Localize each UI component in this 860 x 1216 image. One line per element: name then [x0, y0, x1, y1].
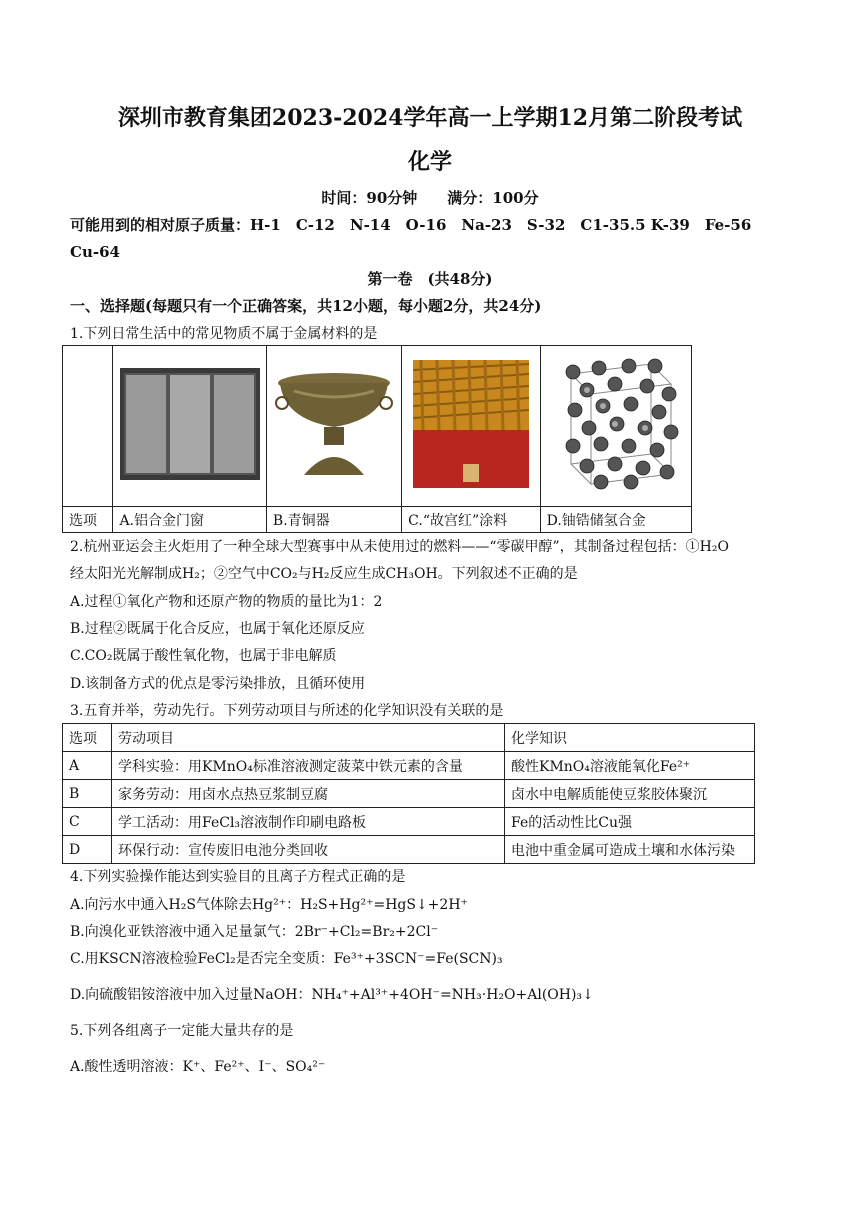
table-row [63, 752, 755, 780]
q1-row-label: 选项 [63, 507, 113, 533]
q1-image-row [63, 346, 692, 507]
q4-option-b: B.向溴化亚铁溶液中通入足量氯气：2Br⁻+Cl₂=Br₂+2Cl⁻ [70, 924, 439, 940]
atomic-masses-line1: 可能用到的相对原子质量：H-1 C-12 N-14 O-16 Na-23 S-32 C1-35.5 K-39 Fe-56 [70, 216, 752, 234]
q3-cell-a-project: 学科实验：用KMnO₄标准溶液测定菠菜中铁元素的含量 [112, 752, 505, 780]
q3-cell-c-label: C [63, 808, 112, 836]
q3-cell-d-knowledge: 电池中重金属可造成土壤和水体污染 [505, 836, 755, 864]
part1-heading: 一、选择题(每题只有一个正确答案，共12小题，每小题2分，共24分) [70, 297, 542, 315]
q3-cell-b-project: 家务劳动：用卤水点热豆浆制豆腐 [112, 780, 505, 808]
q1-table [62, 345, 692, 533]
q1-image-a [113, 346, 266, 507]
q2-option-a: A.过程①氧化产物和还原产物的物质的量比为1：2 [70, 594, 383, 610]
q3-header-knowledge: 化学知识 [505, 724, 755, 752]
q1-empty-cell [63, 346, 113, 507]
q3-header-row [63, 724, 755, 752]
q1-option-a: A.铝合金门窗 [113, 507, 266, 533]
q3-cell-b-label: B [63, 780, 112, 808]
alloy-lattice-image [551, 354, 681, 494]
window-image [120, 368, 260, 480]
q2-option-b: B.过程②既属于化合反应，也属于氧化还原反应 [70, 621, 365, 637]
bronze-vessel-image [274, 369, 394, 479]
subject-title: 化学 [407, 149, 452, 175]
q1-option-b: B.青铜器 [266, 507, 401, 533]
table-row [63, 808, 755, 836]
palace-red-image [413, 360, 529, 488]
q2-option-d: D.该制备方式的优点是零污染排放，且循环使用 [70, 676, 366, 692]
table-row [63, 836, 755, 864]
q2-stem-line2: 经太阳光光解制成H₂；②空气中CO₂与H₂反应生成CH₃OH。下列叙述不正确的是 [70, 566, 578, 582]
time-info: 时间：90分钟 满分：100分 [321, 189, 539, 207]
q1-option-c: C.“故宫红”涂料 [402, 507, 540, 533]
table-row [63, 780, 755, 808]
q2-option-c: C.CO₂既属于酸性氧化物，也属于非电解质 [70, 648, 337, 664]
q1-image-c [402, 346, 540, 507]
q5-option-a: A.酸性透明溶液：K⁺、Fe²⁺、I⁻、SO₄²⁻ [70, 1059, 326, 1075]
q1-option-d: D.铀锆储氢合金 [540, 507, 691, 533]
q3-cell-b-knowledge: 卤水中电解质能使豆浆胶体聚沉 [505, 780, 755, 808]
q5-stem: 5.下列各组离子一定能大量共存的是 [70, 1023, 294, 1039]
q3-cell-a-knowledge: 酸性KMnO₄溶液能氧化Fe²⁺ [505, 752, 755, 780]
q1-image-b [266, 346, 401, 507]
q4-stem: 4.下列实验操作能达到实验目的且离子方程式正确的是 [70, 869, 406, 885]
q2-stem-line1: 2.杭州亚运会主火炬用了一种全球大型赛事中从未使用过的燃料——“零碳甲醇”，其制备过程包括：①H₂O [70, 539, 729, 555]
q4-option-c: C.用KSCN溶液检验FeCl₂是否完全变质：Fe³⁺+3SCN⁻=Fe(SCN)₃ [70, 951, 503, 967]
atomic-masses-line2: Cu-64 [70, 243, 120, 261]
q1-image-d [540, 346, 691, 507]
q1-stem: 1.下列日常生活中的常见物质不属于金属材料的是 [70, 326, 378, 342]
q3-stem: 3.五育并举，劳动先行。下列劳动项目与所述的化学知识没有关联的是 [70, 703, 504, 719]
q3-header-project: 劳动项目 [112, 724, 505, 752]
q4-option-d: D.向硫酸铝铵溶液中加入过量NaOH：NH₄⁺+Al³⁺+4OH⁻=NH₃·H₂O+Al(OH)₃↓ [70, 987, 594, 1003]
q3-cell-d-project: 环保行动：宣传废旧电池分类回收 [112, 836, 505, 864]
q3-cell-d-label: D [63, 836, 112, 864]
q3-cell-a-label: A [63, 752, 112, 780]
q3-cell-c-knowledge: Fe的活动性比Cu强 [505, 808, 755, 836]
q4-option-a: A.向污水中通入H₂S气体除去Hg²⁺：H₂S+Hg²⁺=HgS↓+2H⁺ [70, 897, 468, 913]
volume-heading: 第一卷 (共48分) [367, 270, 493, 288]
q3-table [62, 723, 755, 864]
q3-header-option: 选项 [63, 724, 112, 752]
exam-title: 深圳市教育集团2023-2024学年高一上学期12月第二阶段考试 [117, 105, 743, 131]
q3-cell-c-project: 学工活动：用FeCl₃溶液制作印刷电路板 [112, 808, 505, 836]
q1-option-row [63, 507, 692, 533]
